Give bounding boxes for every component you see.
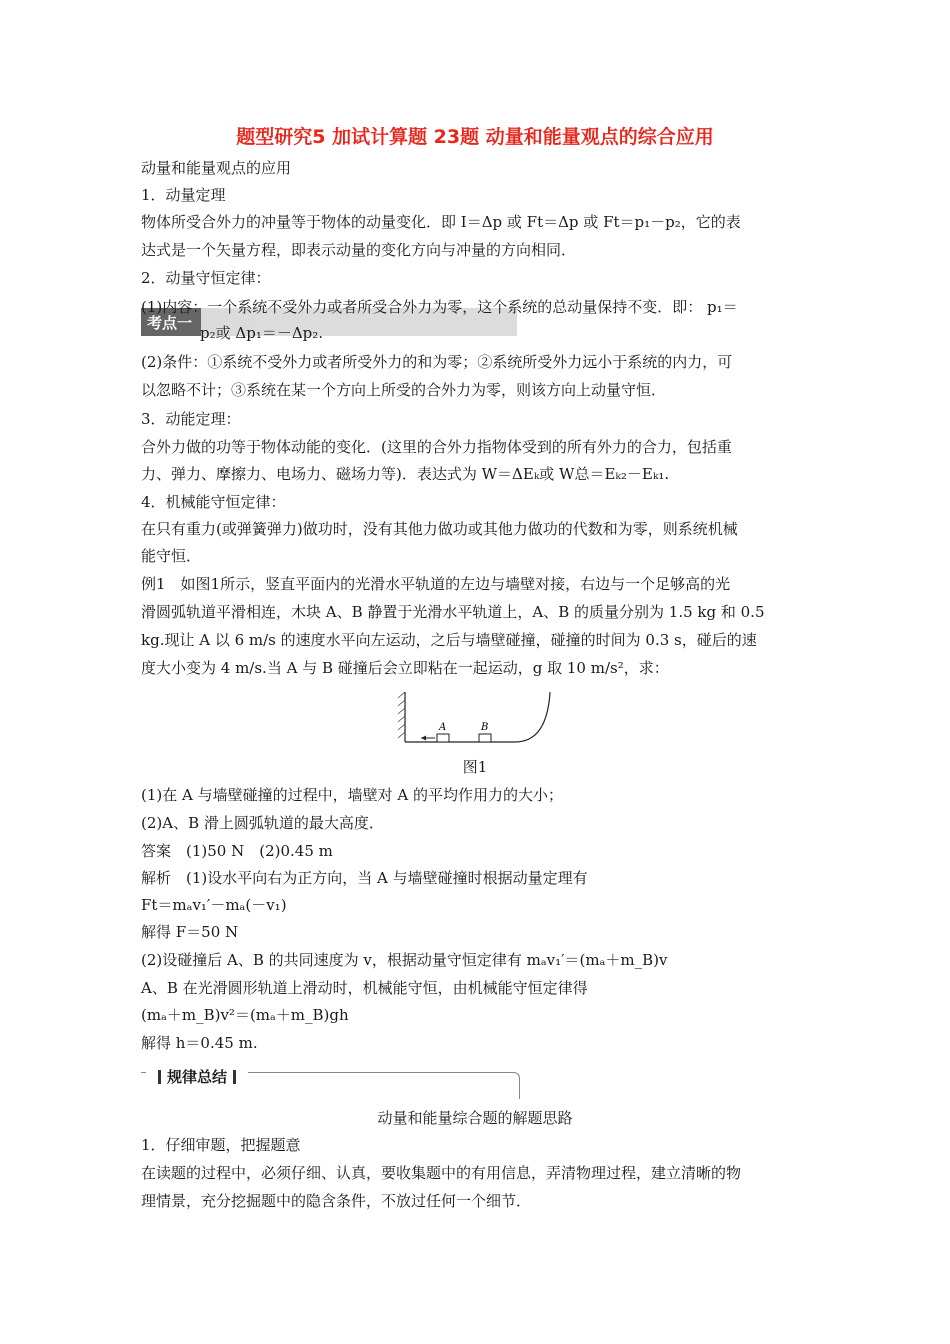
text-line: 4．机械能守恒定律： — [141, 493, 286, 511]
text-line: 在只有重力(或弹簧弹力)做功时，没有其他力做功或其他力做功的代数和为零，则系统机械 — [141, 520, 738, 538]
text-line: 合外力做的功等于物体动能的变化．(这里的合外力指物体受到的所有外力的合力，包括重 — [141, 438, 732, 456]
text-line: 力、弹力、摩擦力、电场力、磁场力等)．表达式为 W＝ΔEₖ或 W总＝Eₖ₂－Eₖ₁. — [141, 465, 670, 483]
text-line: (1)内容：一个系统不受外力或者所受合外力为零，这个系统的总动量保持不变．即： p₁＝ — [141, 298, 738, 316]
question-line: (1)在 A 与墙壁碰撞的过程中，墙壁对 A 的平均作用力的大小； — [141, 786, 563, 804]
answer-line: 答案 (1)50 N (2)0.45 m — [141, 842, 333, 860]
text-line: 1．仔细审题，把握题意 — [141, 1136, 301, 1154]
text-line: 在读题的过程中，必须仔细、认真，要收集题中的有用信息，弄清物理过程，建立清晰的物 — [141, 1164, 742, 1182]
solution-line: 解得 F＝50 N — [141, 923, 239, 941]
solution-line: (mₐ＋m_B)v²＝(mₐ＋m_B)gh — [141, 1006, 349, 1024]
summary-heading: 动量和能量综合题的解题思路 — [377, 1109, 573, 1127]
solution-line: (2)设碰撞后 A、B 的共同速度为 v，根据动量守恒定律有 mₐv₁′＝(mₐ＋m_B)v — [141, 951, 668, 969]
track-diagram — [395, 690, 565, 750]
solution-line: 解析 (1)设水平向右为正方向，当 A 与墙壁碰撞时根据动量定理有 — [141, 869, 588, 887]
document-title: 题型研究5 加试计算题 23题 动量和能量观点的综合应用 — [236, 126, 714, 148]
text-line: 以忽略不计；③系统在某一个方向上所受的合外力为零，则该方向上动量守恒． — [141, 381, 667, 399]
text-line: 物体所受合外力的冲量等于物体的动量变化．即 I＝Δp 或 Ft＝Δp 或 Ft＝p₁－p₂，它的表 — [141, 213, 741, 231]
bar-icon — [233, 1070, 236, 1084]
summary-label: 规律总结 — [146, 1066, 248, 1087]
text-line: 能守恒． — [141, 547, 202, 565]
text-line: (2)条件：①系统不受外力或者所受外力的和为零；②系统所受外力远小于系统的内力，可 — [141, 353, 733, 371]
block-b — [479, 734, 491, 742]
label-b: B — [481, 722, 489, 733]
example-line: kg.现让 A 以 6 m/s 的速度水平向左运动，之后与墙壁碰撞，碰撞的时间为 0.3 s，碰后的速 — [141, 631, 757, 649]
bar-icon — [158, 1070, 161, 1084]
text-line: 理情景，充分挖掘题中的隐含条件，不放过任何一个细节． — [141, 1192, 532, 1210]
text-line: 3．动能定理： — [141, 410, 241, 428]
example-line: 滑圆弧轨道平滑相连，木块 A、B 静置于光滑水平轨道上，A、B 的质量分别为 1.5 kg 和 0.5 — [141, 603, 765, 621]
figure-caption: 图1 — [462, 758, 488, 776]
label-a: A — [439, 722, 447, 733]
example-line: 度大小变为 4 m/s.当 A 与 B 碰撞后会立即粘在一起运动，g 取 10 m/s²，求： — [141, 659, 669, 677]
topic-badge-label: 考点一 — [147, 314, 193, 332]
solution-line: A、B 在光滑圆形轨道上滑动时，机械能守恒，由机械能守恒定律得 — [141, 979, 588, 997]
block-a — [437, 734, 449, 742]
solution-line: 解得 h＝0.45 m. — [141, 1034, 258, 1052]
example-line: 例1 如图1所示，竖直平面内的光滑水平轨道的左边与墙壁对接，右边与一个足够高的光 — [141, 575, 731, 593]
arrow-head-icon — [421, 736, 426, 741]
text-line: p₂或 Δp₁＝－Δp₂. — [200, 324, 324, 342]
solution-line: Ft＝mₐv₁′－mₐ(－v₁) — [141, 896, 287, 914]
wall-hatching — [398, 692, 405, 738]
text-line: 达式是一个矢量方程，即表示动量的变化方向与冲量的方向相同． — [141, 241, 577, 259]
text-line: 2．动量守恒定律： — [141, 269, 271, 287]
track-curve — [405, 692, 550, 742]
section-heading: 动量和能量观点的应用 — [141, 159, 292, 177]
question-line: (2)A、B 滑上圆弧轨道的最大高度． — [141, 814, 384, 832]
text-line: 1．动量定理 — [141, 186, 226, 204]
